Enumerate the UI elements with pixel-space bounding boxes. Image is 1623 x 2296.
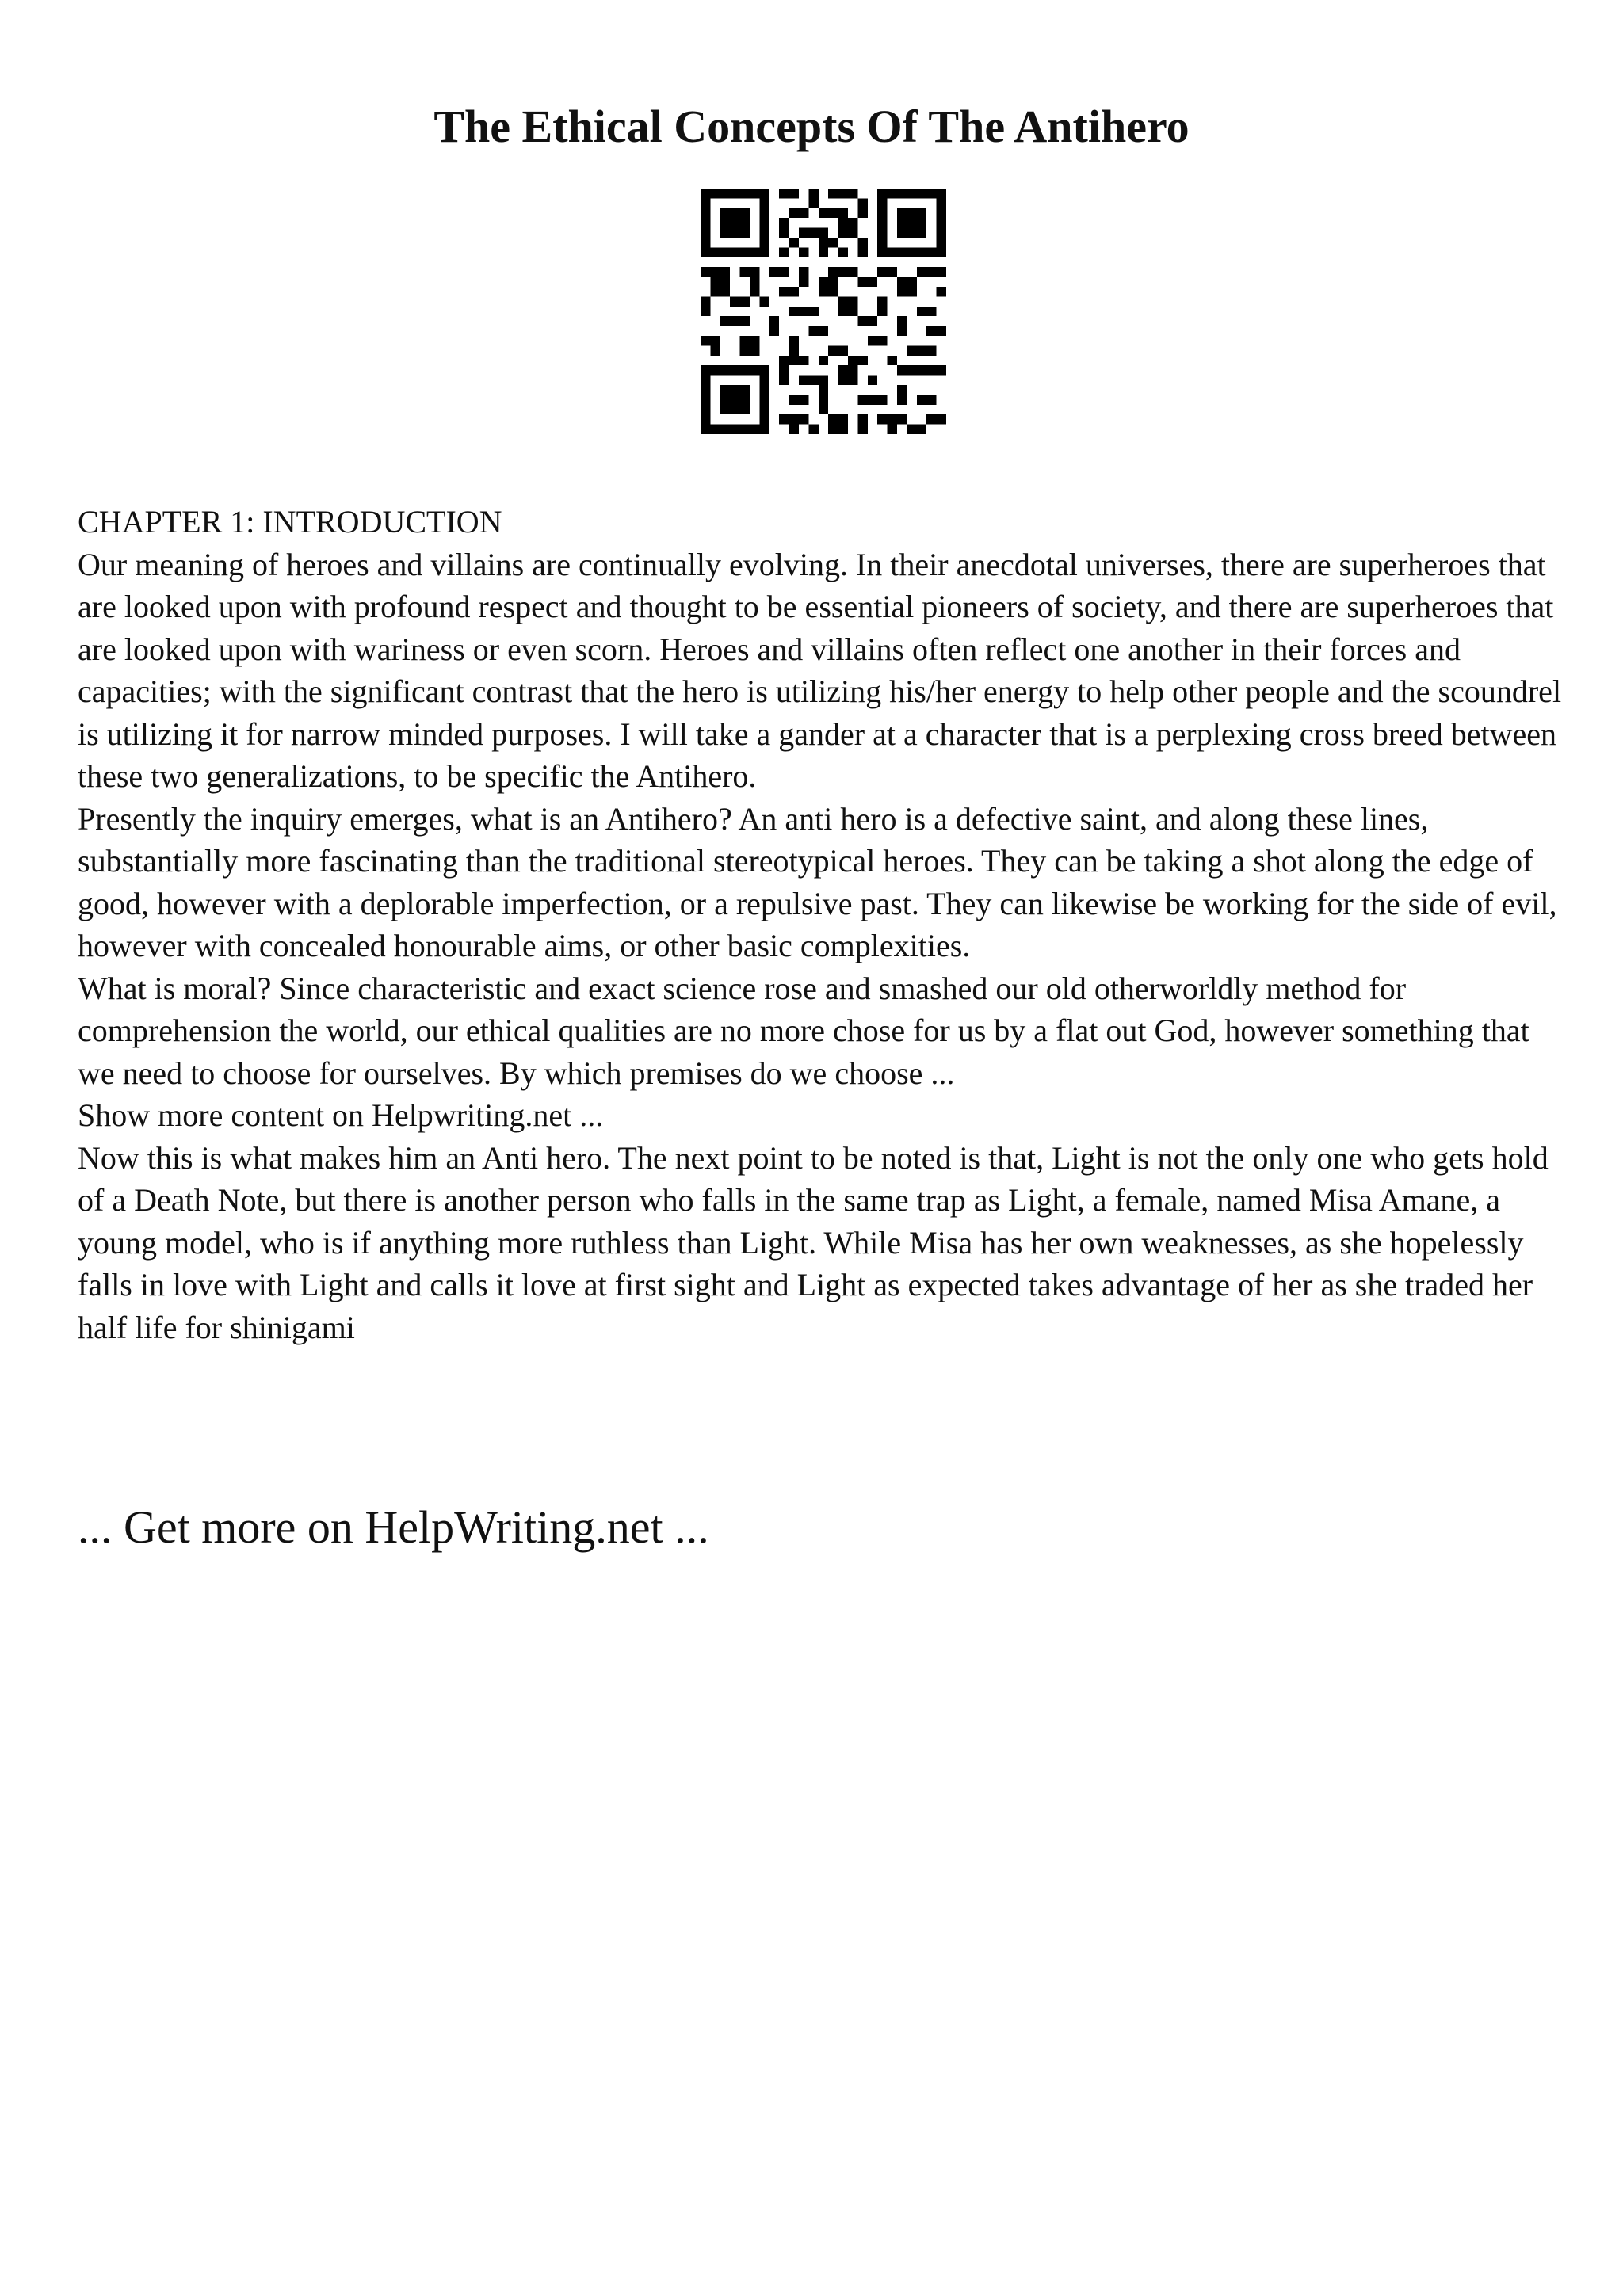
qr-code-icon [701,189,946,434]
paragraph-anti-hero-light: Now this is what makes him an Anti hero. The next point to be noted is that, Light is not the only one who gets hold of a Death Note, but there is another person who falls in the same trap as Light, a female, named Misa Amane, a young model, who is if anything more ruthless than Light. While Misa has her own weaknesses, as she hopelessly falls in love with Light and calls it love at first sight and Light as expected takes advantage of her as she traded her half life for shinigami [78,1139,1549,1345]
paragraph-what-is-antihero: Presently the inquiry emerges, what is an Antihero? An anti hero is a defective saint, and along these lines, substantially more fascinating than the traditional stereotypical heroes. They can be taking a shot along the edge of good, however with a deplorable imperfection, or a repulsive past. They can likewise be working for the side of evil, however with concealed honourable aims, or other basic complexities. [78,800,1557,963]
show-more-link[interactable]: Show more content on Helpwriting.net ... [78,1097,604,1133]
paragraph-heroes-villains: Our meaning of heroes and villains are continually evolving. In their anecdotal universes, there are superheroes that are looked upon with profound respect and thought to be essential pioneers of society, and there are superheroes that are looked upon with wariness or even scorn. Heroes and villains often reflect one another in their forces and capacities; with the significant contrast that the hero is utilizing his/her energy to help other people and the scoundrel is utilizing it for narrow minded purposes. I will take a gander at a character that is a perplexing cross breed between these two generalizations, to be specific the Antihero. [78,546,1562,794]
get-more-link[interactable]: ... Get more on HelpWriting.net ... [78,1501,709,1553]
page-title: The Ethical Concepts Of The Antihero [433,101,1190,152]
paragraph-what-is-moral: What is moral? Since characteristic and exact science rose and smashed our old otherworldly method for comprehension the world, our ethical qualities are no more chose for us by a flat out God, however something that we need to choose for ourselves. By which premises do we choose ... [78,970,1529,1091]
document-body [78,501,1568,1348]
qr-code-graphic [701,189,946,434]
chapter-heading: CHAPTER 1: INTRODUCTION [78,504,502,540]
